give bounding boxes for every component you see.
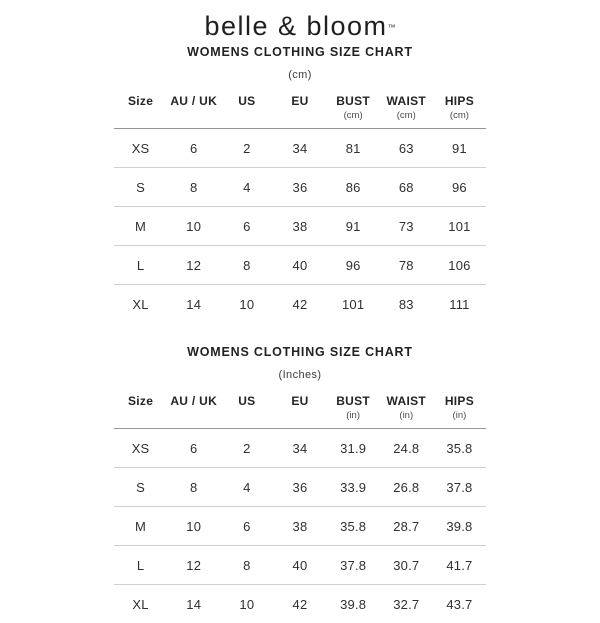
column-header — [327, 94, 380, 129]
table-cell: 68 — [380, 168, 433, 207]
table-cell: 91 — [433, 129, 486, 168]
table-cell: 41.7 — [433, 546, 486, 585]
table-cell: 101 — [433, 207, 486, 246]
column-header-unit — [114, 409, 167, 422]
column-header — [380, 394, 433, 429]
table-cell: 96 — [433, 168, 486, 207]
table-row — [114, 129, 486, 168]
table-row — [114, 585, 486, 623]
column-header-label: Size — [114, 394, 167, 408]
table-cell: 4 — [220, 168, 273, 207]
column-header-unit: (cm) — [380, 109, 433, 122]
unit-label-inches: (Inches) — [0, 369, 600, 381]
table-cell: 39.8 — [327, 585, 380, 623]
column-header-label: US — [220, 94, 273, 108]
size-chart-table-cm — [114, 94, 486, 323]
table-cell: XL — [114, 285, 167, 324]
table-cell: 10 — [220, 285, 273, 324]
table-row — [114, 468, 486, 507]
header-row — [114, 394, 486, 429]
table-cell: 40 — [273, 246, 326, 285]
column-header-label: BUST — [327, 94, 380, 108]
table-cell: M — [114, 507, 167, 546]
column-header-unit — [220, 109, 273, 122]
column-header-label: WAIST — [380, 94, 433, 108]
table-cell: S — [114, 168, 167, 207]
table-cell: 34 — [273, 129, 326, 168]
table-cell: 63 — [380, 129, 433, 168]
table-cell: 38 — [273, 207, 326, 246]
table-row — [114, 168, 486, 207]
table-cell: 39.8 — [433, 507, 486, 546]
column-header-unit: (cm) — [433, 109, 486, 122]
table-cell: 35.8 — [433, 429, 486, 468]
table-cell: 31.9 — [327, 429, 380, 468]
table-row — [114, 285, 486, 324]
table-cell: 37.8 — [433, 468, 486, 507]
table-cell: 83 — [380, 285, 433, 324]
table-cell: 36 — [273, 168, 326, 207]
table-cell: 2 — [220, 129, 273, 168]
column-header — [114, 394, 167, 429]
brand-title — [0, 12, 600, 40]
table-cell: 35.8 — [327, 507, 380, 546]
column-header-label: EU — [273, 394, 326, 408]
column-header — [167, 94, 220, 129]
table-row — [114, 507, 486, 546]
table-cell: 2 — [220, 429, 273, 468]
table-cell: 34 — [273, 429, 326, 468]
table-cell: 101 — [327, 285, 380, 324]
table-cell: 42 — [273, 585, 326, 623]
column-header — [167, 394, 220, 429]
table-cell: 26.8 — [380, 468, 433, 507]
table-cell: L — [114, 546, 167, 585]
table-cell: L — [114, 246, 167, 285]
column-header — [220, 394, 273, 429]
size-chart-table-inches — [114, 394, 486, 623]
table-row — [114, 546, 486, 585]
size-chart-section-cm — [0, 45, 600, 323]
table-cell: 96 — [327, 246, 380, 285]
table-cell: 43.7 — [433, 585, 486, 623]
column-header-unit: (in) — [380, 409, 433, 422]
column-header-unit — [273, 409, 326, 422]
column-header-label: US — [220, 394, 273, 408]
table-cell: 40 — [273, 546, 326, 585]
table-cell: 8 — [220, 546, 273, 585]
table-cell: 4 — [220, 468, 273, 507]
column-header — [220, 94, 273, 129]
column-header — [273, 94, 326, 129]
table-cell: 6 — [220, 207, 273, 246]
table-cell: 42 — [273, 285, 326, 324]
header-row — [114, 94, 486, 129]
table-cell: 81 — [327, 129, 380, 168]
table-cell: 30.7 — [380, 546, 433, 585]
column-header-label: BUST — [327, 394, 380, 408]
column-header-unit — [114, 109, 167, 122]
table-cell: XL — [114, 585, 167, 623]
table-cell: 6 — [167, 429, 220, 468]
table-cell: 33.9 — [327, 468, 380, 507]
section-title-cm: WOMENS CLOTHING SIZE CHART — [0, 45, 600, 59]
unit-label-cm: (cm) — [0, 69, 600, 81]
table-cell: 8 — [167, 168, 220, 207]
table-cell: 111 — [433, 285, 486, 324]
table-row — [114, 429, 486, 468]
table-cell: 12 — [167, 246, 220, 285]
table-cell: 14 — [167, 285, 220, 324]
column-header-label: HIPS — [433, 394, 486, 408]
table-cell: 14 — [167, 585, 220, 623]
column-header-unit — [273, 109, 326, 122]
table-cell: 78 — [380, 246, 433, 285]
table-row — [114, 207, 486, 246]
table-cell: M — [114, 207, 167, 246]
table-cell: 6 — [167, 129, 220, 168]
column-header — [433, 394, 486, 429]
section-title-inches: WOMENS CLOTHING SIZE CHART — [0, 345, 600, 359]
column-header-label: Size — [114, 94, 167, 108]
table-row — [114, 246, 486, 285]
brand-name: belle & bloom — [204, 11, 387, 41]
column-header-unit — [220, 409, 273, 422]
column-header — [114, 94, 167, 129]
table-cell: XS — [114, 429, 167, 468]
column-header-label: AU / UK — [167, 94, 220, 108]
column-header — [433, 94, 486, 129]
column-header — [380, 94, 433, 129]
table-cell: 37.8 — [327, 546, 380, 585]
table-cell: 10 — [220, 585, 273, 623]
table-cell: 106 — [433, 246, 486, 285]
column-header-unit — [167, 109, 220, 122]
column-header-label: EU — [273, 94, 326, 108]
size-chart-section-inches — [0, 345, 600, 623]
table-cell: XS — [114, 129, 167, 168]
column-header-unit: (in) — [433, 409, 486, 422]
table-cell: 28.7 — [380, 507, 433, 546]
table-cell: 8 — [167, 468, 220, 507]
table-cell: 36 — [273, 468, 326, 507]
column-header-label: AU / UK — [167, 394, 220, 408]
column-header — [273, 394, 326, 429]
trademark-symbol: ™ — [388, 23, 396, 32]
column-header-label: WAIST — [380, 394, 433, 408]
table-cell: 8 — [220, 246, 273, 285]
table-cell: 86 — [327, 168, 380, 207]
table-cell: 73 — [380, 207, 433, 246]
table-cell: S — [114, 468, 167, 507]
table-cell: 10 — [167, 207, 220, 246]
column-header-unit — [167, 409, 220, 422]
table-cell: 12 — [167, 546, 220, 585]
table-cell: 32.7 — [380, 585, 433, 623]
column-header — [327, 394, 380, 429]
table-cell: 10 — [167, 507, 220, 546]
table-cell: 91 — [327, 207, 380, 246]
column-header-unit: (in) — [327, 409, 380, 422]
column-header-label: HIPS — [433, 94, 486, 108]
table-cell: 38 — [273, 507, 326, 546]
table-cell: 6 — [220, 507, 273, 546]
column-header-unit: (cm) — [327, 109, 380, 122]
table-cell: 24.8 — [380, 429, 433, 468]
